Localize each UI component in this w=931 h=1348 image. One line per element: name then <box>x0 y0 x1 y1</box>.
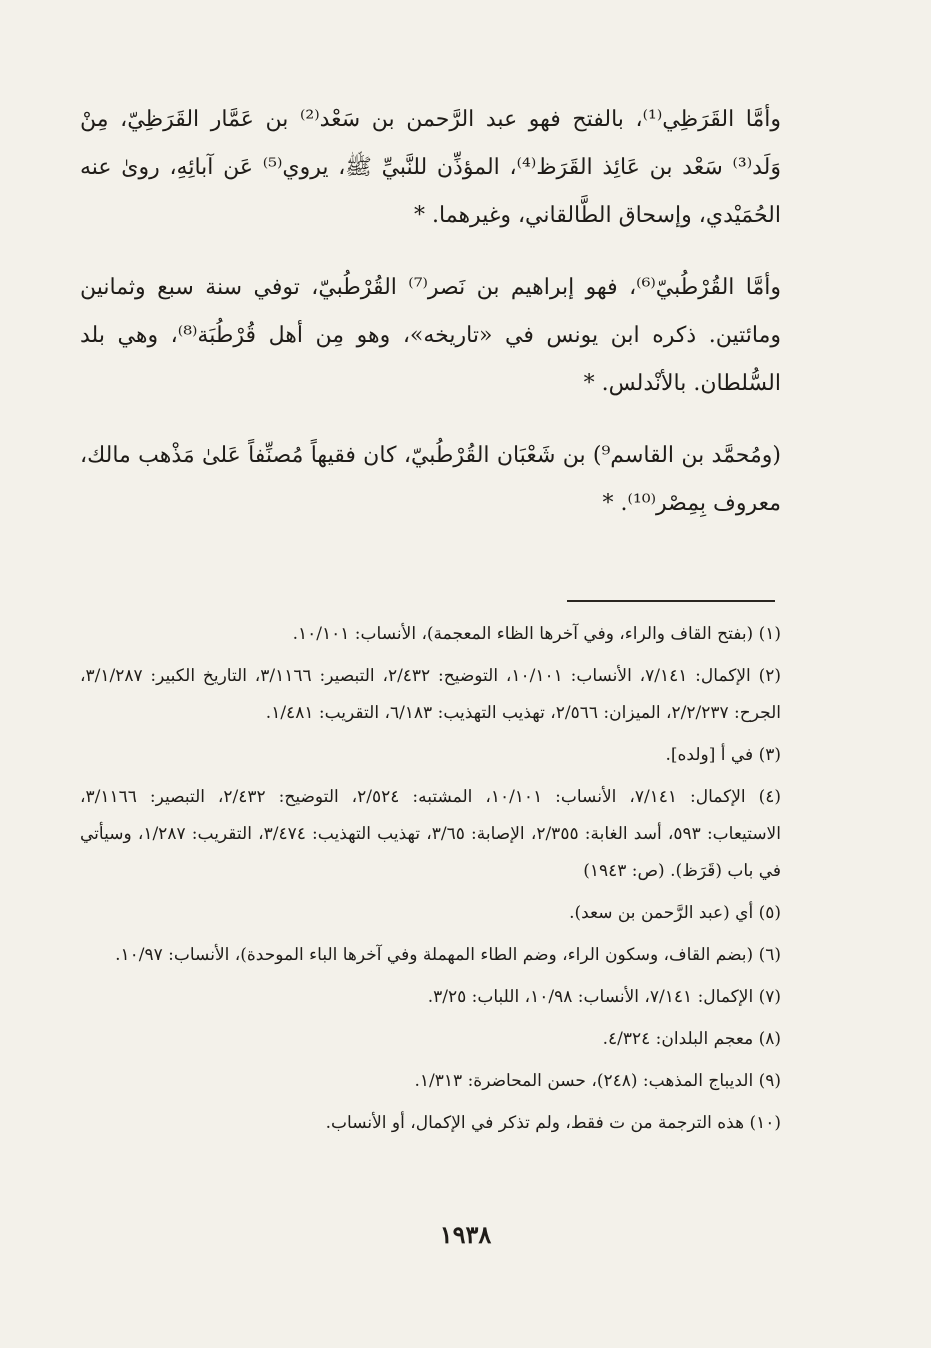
entry-muhammad-bin-qasim: (ومُحمَّد بن القاسم⁹) بن شَعْبَان القُرْطُبيّ، كان فقيهاً مُصنِّفاً عَلىٰ مَذْهب مالك، معروف بِمِصْر⁽¹⁰⁾. * <box>80 443 781 516</box>
entry-qarazi: وأمَّا القَرَظِي⁽¹⁾، بالفتح فهو عبد الرَّحمن بن سَعْد⁽²⁾ بن عَمَّار القَرَظِيّ، مِنْ وَلَد⁽³⁾ سَعْد بن عَائِذ القَرَظ⁽⁴⁾، المؤذِّن للنَّبيِّ ﷺ، يروي⁽⁵⁾ عَن آبائِهِ، روىٰ عنه الحُمَيْدي، وإسحاق الطَّالقاني، وغيرهما. * <box>80 107 781 228</box>
entry-qurtubi: وأمَّا القُرْطُبيّ⁽⁶⁾، فهو إبراهيم بن نَصر⁽⁷⁾ القُرْطُبيّ، توفي سنة سبع وثمانين ومائتين. ذكره ابن يونس في «تاريخه»، وهو مِن أهل قُرْطُبَة⁽⁸⁾، وهي بلد السُّلطان. بالأنْدلس. * <box>80 275 781 396</box>
footnote-3: (٣) في أ [ولده]. <box>665 745 781 765</box>
footnote-10: (١٠) هذه الترجمة من ت فقط، ولم تذكر في الإكمال، أو الأنساب. <box>325 1113 781 1133</box>
footnotes <box>80 616 781 1147</box>
footnote-7: (٧) الإكمال: ٧/١٤١، الأنساب: ١٠/٩٨، اللباب: ٣/٢٥. <box>427 987 781 1007</box>
footnote-2: (٢) الإكمال: ٧/١٤١، الأنساب: ١٠/١٠١، التوضيح: ٢/٤٣٢، التبصير: ٣/١١٦٦، التاريخ الكبير: ٣/١/٢٨٧، الجرح: ٢/٢/٢٣٧، الميزان: ٢/٥٦٦، تهذيب التهذيب: ٦/١٨٣، التقريب: ١/٤٨١. <box>80 666 781 723</box>
page-number: ١٩٣٨ <box>439 1220 492 1249</box>
footnote-1: (١) (بفتح القاف والراء، وفي آخرها الظاء المعجمة)، الأنساب: ١٠/١٠١. <box>292 624 781 644</box>
footnote-4: (٤) الإكمال: ٧/١٤١، الأنساب: ١٠/١٠١، المشتبه: ٢/٥٢٤، التوضيح: ٢/٤٣٢، التبصير: ٣/١١٦٦، الاستيعاب: ٥٩٣، أسد الغابة: ٢/٣٥٥، الإصابة: ٣/٦٥، تهذيب التهذيب: ٣/٤٧٤، التقريب: ١/٢٨٧، وسيأتي في باب (قَرَظ). (ص: ١٩٤٣) <box>80 787 781 881</box>
footnote-separator <box>567 600 775 602</box>
footnote-9: (٩) الديباج المذهب: (٢٤٨)، حسن المحاضرة: ١/٣١٣. <box>414 1071 781 1091</box>
footnote-8: (٨) معجم البلدان: ٤/٣٢٤. <box>602 1029 781 1049</box>
footnote-6: (٦) (بضم القاف، وسكون الراء، وضم الطاء المهملة وفي آخرها الباء الموحدة)، الأنساب: ١٠/٩٧. <box>115 945 781 965</box>
footnote-5: (٥) أي (عبد الرَّحمن بن سعد). <box>569 903 781 923</box>
